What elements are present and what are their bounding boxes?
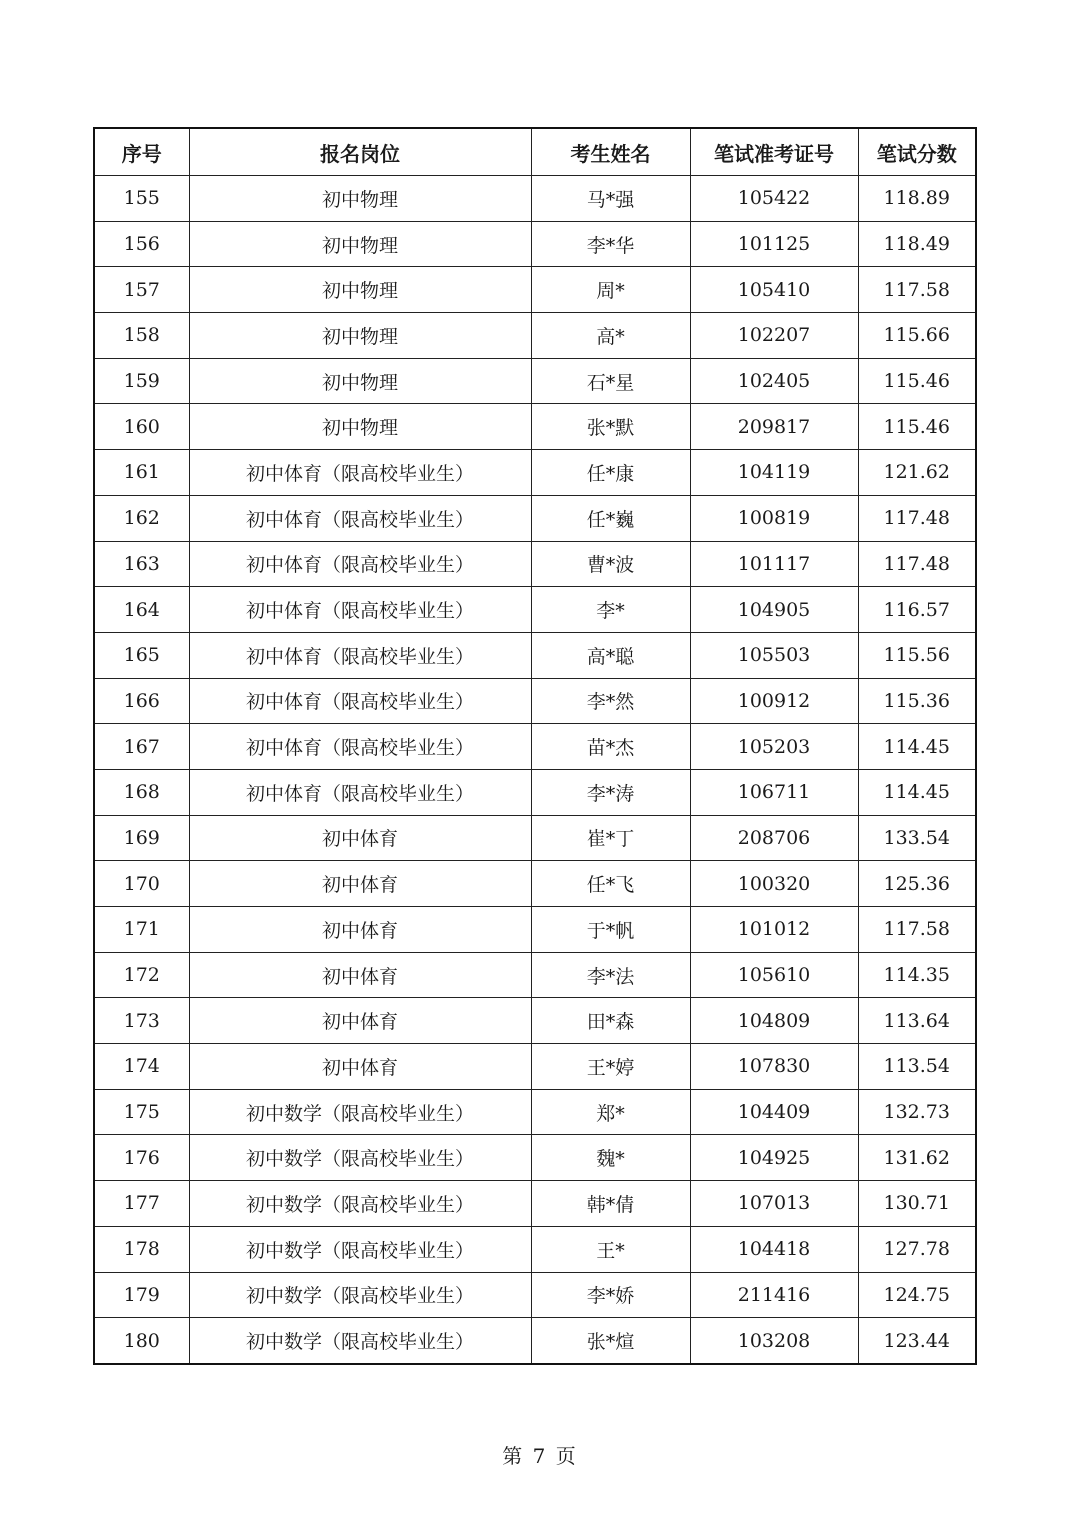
cell-position: 初中体育（限高校毕业生） (189, 769, 531, 815)
cell-position: 初中体育（限高校毕业生） (189, 587, 531, 633)
cell-seq: 178 (94, 1226, 189, 1272)
cell-candidate-name: 魏* (531, 1135, 690, 1181)
cell-seq: 161 (94, 450, 189, 496)
table-row (94, 769, 976, 815)
cell-seq: 176 (94, 1135, 189, 1181)
cell-candidate-name: 张*默 (531, 404, 690, 450)
cell-score: 118.49 (858, 221, 976, 267)
table-header (94, 128, 976, 176)
cell-score: 127.78 (858, 1226, 976, 1272)
cell-score: 115.46 (858, 404, 976, 450)
cell-exam-id: 107830 (690, 1044, 858, 1090)
cell-candidate-name: 苗*杰 (531, 724, 690, 770)
cell-candidate-name: 李*华 (531, 221, 690, 267)
table-row (94, 1226, 976, 1272)
cell-score: 114.45 (858, 769, 976, 815)
cell-candidate-name: 马*强 (531, 176, 690, 222)
cell-position: 初中数学（限高校毕业生） (189, 1226, 531, 1272)
table-row (94, 358, 976, 404)
cell-seq: 177 (94, 1181, 189, 1227)
cell-position: 初中体育 (189, 998, 531, 1044)
table-row (94, 952, 976, 998)
cell-candidate-name: 王*婷 (531, 1044, 690, 1090)
cell-score: 125.36 (858, 861, 976, 907)
table-row (94, 541, 976, 587)
cell-exam-id: 104409 (690, 1089, 858, 1135)
table-row (94, 313, 976, 359)
cell-candidate-name: 于*帆 (531, 907, 690, 953)
cell-position: 初中体育 (189, 952, 531, 998)
cell-score: 131.62 (858, 1135, 976, 1181)
cell-position: 初中物理 (189, 313, 531, 359)
table-row (94, 998, 976, 1044)
table-row (94, 1089, 976, 1135)
cell-score: 115.36 (858, 678, 976, 724)
table-row (94, 1044, 976, 1090)
cell-exam-id: 105503 (690, 632, 858, 678)
cell-position: 初中数学（限高校毕业生） (189, 1135, 531, 1181)
cell-position: 初中数学（限高校毕业生） (189, 1272, 531, 1318)
cell-seq: 164 (94, 587, 189, 633)
cell-exam-id: 104925 (690, 1135, 858, 1181)
cell-score: 114.35 (858, 952, 976, 998)
table-row (94, 861, 976, 907)
cell-score: 121.62 (858, 450, 976, 496)
cell-exam-id: 101117 (690, 541, 858, 587)
cell-exam-id: 105422 (690, 176, 858, 222)
cell-score: 113.64 (858, 998, 976, 1044)
cell-score: 123.44 (858, 1318, 976, 1364)
cell-exam-id: 101012 (690, 907, 858, 953)
cell-seq: 171 (94, 907, 189, 953)
cell-seq: 156 (94, 221, 189, 267)
cell-seq: 169 (94, 815, 189, 861)
cell-exam-id: 211416 (690, 1272, 858, 1318)
cell-position: 初中体育（限高校毕业生） (189, 632, 531, 678)
cell-exam-id: 105203 (690, 724, 858, 770)
cell-exam-id: 101125 (690, 221, 858, 267)
cell-candidate-name: 王* (531, 1226, 690, 1272)
table-row (94, 724, 976, 770)
cell-exam-id: 208706 (690, 815, 858, 861)
cell-seq: 165 (94, 632, 189, 678)
cell-score: 117.48 (858, 541, 976, 587)
cell-position: 初中体育 (189, 907, 531, 953)
cell-candidate-name: 石*星 (531, 358, 690, 404)
cell-position: 初中物理 (189, 267, 531, 313)
cell-candidate-name: 周* (531, 267, 690, 313)
cell-position: 初中体育（限高校毕业生） (189, 450, 531, 496)
cell-candidate-name: 任*飞 (531, 861, 690, 907)
cell-exam-id: 100320 (690, 861, 858, 907)
cell-candidate-name: 李*法 (531, 952, 690, 998)
cell-exam-id: 105410 (690, 267, 858, 313)
cell-candidate-name: 任*巍 (531, 495, 690, 541)
table-row (94, 450, 976, 496)
cell-exam-id: 102405 (690, 358, 858, 404)
cell-seq: 173 (94, 998, 189, 1044)
cell-score: 117.58 (858, 267, 976, 313)
cell-seq: 166 (94, 678, 189, 724)
cell-score: 115.56 (858, 632, 976, 678)
cell-candidate-name: 任*康 (531, 450, 690, 496)
cell-seq: 157 (94, 267, 189, 313)
header-position: 报名岗位 (189, 128, 531, 176)
cell-position: 初中体育 (189, 1044, 531, 1090)
cell-candidate-name: 高*聪 (531, 632, 690, 678)
cell-exam-id: 104905 (690, 587, 858, 633)
cell-seq: 158 (94, 313, 189, 359)
cell-candidate-name: 高* (531, 313, 690, 359)
cell-exam-id: 209817 (690, 404, 858, 450)
cell-candidate-name: 李* (531, 587, 690, 633)
cell-seq: 162 (94, 495, 189, 541)
cell-score: 124.75 (858, 1272, 976, 1318)
cell-position: 初中物理 (189, 358, 531, 404)
cell-seq: 168 (94, 769, 189, 815)
header-score: 笔试分数 (858, 128, 976, 176)
header-exam-id: 笔试准考证号 (690, 128, 858, 176)
cell-score: 115.66 (858, 313, 976, 359)
cell-seq: 159 (94, 358, 189, 404)
table-row (94, 587, 976, 633)
cell-exam-id: 100912 (690, 678, 858, 724)
cell-score: 116.57 (858, 587, 976, 633)
cell-exam-id: 104418 (690, 1226, 858, 1272)
cell-candidate-name: 崔*丁 (531, 815, 690, 861)
cell-exam-id: 106711 (690, 769, 858, 815)
cell-position: 初中体育（限高校毕业生） (189, 724, 531, 770)
table-body (94, 176, 976, 1364)
cell-seq: 160 (94, 404, 189, 450)
cell-candidate-name: 李*娇 (531, 1272, 690, 1318)
cell-position: 初中数学（限高校毕业生） (189, 1089, 531, 1135)
cell-candidate-name: 韩*倩 (531, 1181, 690, 1227)
cell-score: 133.54 (858, 815, 976, 861)
cell-candidate-name: 张*煊 (531, 1318, 690, 1364)
cell-exam-id: 104809 (690, 998, 858, 1044)
cell-position: 初中数学（限高校毕业生） (189, 1181, 531, 1227)
cell-exam-id: 107013 (690, 1181, 858, 1227)
cell-position: 初中物理 (189, 176, 531, 222)
cell-position: 初中物理 (189, 404, 531, 450)
cell-position: 初中体育（限高校毕业生） (189, 541, 531, 587)
cell-score: 118.89 (858, 176, 976, 222)
table-row (94, 176, 976, 222)
score-table (93, 127, 977, 1365)
cell-seq: 172 (94, 952, 189, 998)
table-row (94, 1272, 976, 1318)
cell-candidate-name: 郑* (531, 1089, 690, 1135)
cell-exam-id: 103208 (690, 1318, 858, 1364)
cell-position: 初中体育（限高校毕业生） (189, 495, 531, 541)
cell-exam-id: 105610 (690, 952, 858, 998)
cell-seq: 170 (94, 861, 189, 907)
table-row (94, 221, 976, 267)
table-row (94, 632, 976, 678)
cell-score: 130.71 (858, 1181, 976, 1227)
cell-position: 初中体育 (189, 861, 531, 907)
cell-position: 初中体育 (189, 815, 531, 861)
cell-position: 初中物理 (189, 221, 531, 267)
cell-seq: 179 (94, 1272, 189, 1318)
header-row (94, 128, 976, 176)
cell-exam-id: 100819 (690, 495, 858, 541)
table-row (94, 678, 976, 724)
table-row (94, 1135, 976, 1181)
cell-candidate-name: 田*森 (531, 998, 690, 1044)
cell-position: 初中体育（限高校毕业生） (189, 678, 531, 724)
cell-score: 114.45 (858, 724, 976, 770)
cell-position: 初中数学（限高校毕业生） (189, 1318, 531, 1364)
table-row (94, 1181, 976, 1227)
table-row (94, 267, 976, 313)
header-candidate-name: 考生姓名 (531, 128, 690, 176)
table-row (94, 815, 976, 861)
header-seq: 序号 (94, 128, 189, 176)
cell-seq: 155 (94, 176, 189, 222)
cell-seq: 167 (94, 724, 189, 770)
cell-seq: 163 (94, 541, 189, 587)
table-row (94, 907, 976, 953)
cell-score: 117.58 (858, 907, 976, 953)
table-row (94, 495, 976, 541)
page-number: 第 7 页 (502, 1444, 578, 1468)
cell-candidate-name: 李*然 (531, 678, 690, 724)
cell-candidate-name: 李*涛 (531, 769, 690, 815)
cell-exam-id: 102207 (690, 313, 858, 359)
cell-score: 132.73 (858, 1089, 976, 1135)
cell-seq: 174 (94, 1044, 189, 1090)
cell-exam-id: 104119 (690, 450, 858, 496)
cell-score: 115.46 (858, 358, 976, 404)
cell-seq: 175 (94, 1089, 189, 1135)
table-row (94, 404, 976, 450)
cell-score: 117.48 (858, 495, 976, 541)
cell-score: 113.54 (858, 1044, 976, 1090)
cell-candidate-name: 曹*波 (531, 541, 690, 587)
table-row (94, 1318, 976, 1364)
cell-seq: 180 (94, 1318, 189, 1364)
